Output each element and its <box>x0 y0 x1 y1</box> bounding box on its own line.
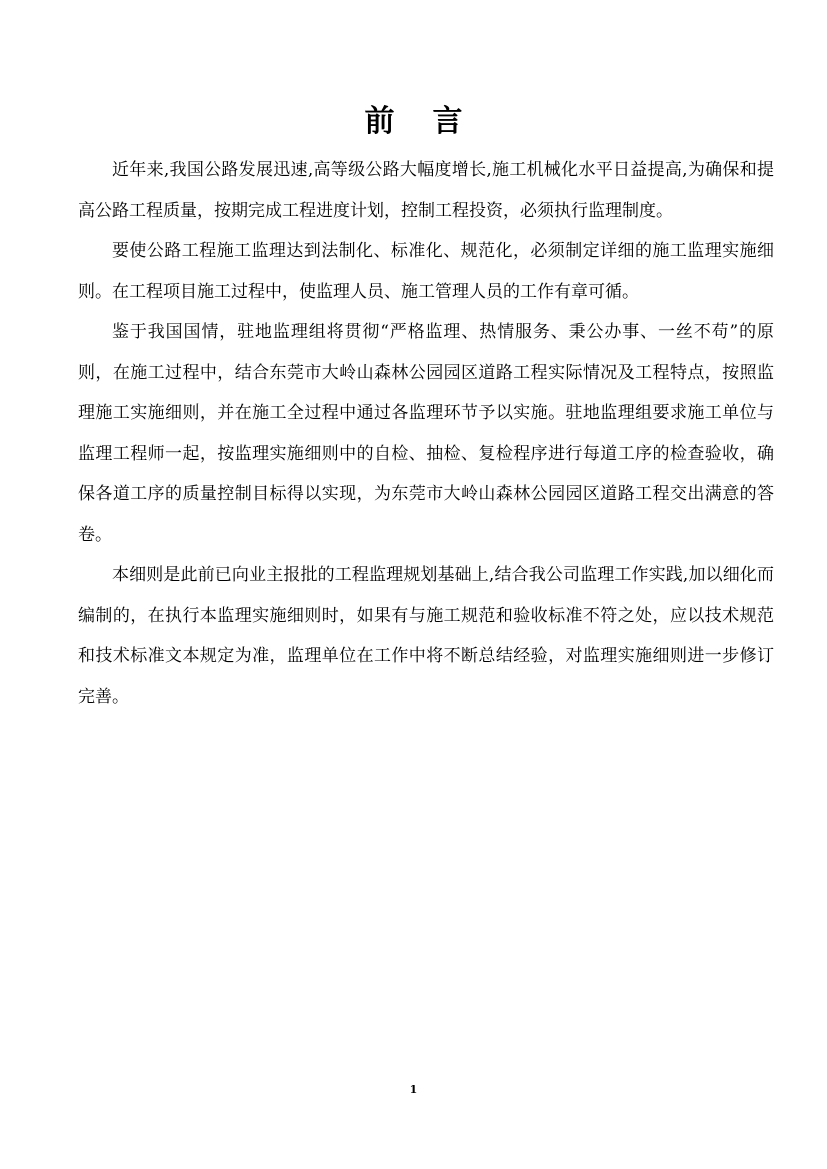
page-number: 1 <box>409 1083 418 1096</box>
body-text <box>78 150 774 717</box>
paragraph-2: 要使公路工程施工监理达到法制化、标准化、规范化，必须制定详细的施工监理实施细则。在工程项目施工过程中，使监理人员、施工管理人员的工作有章可循。 <box>78 241 774 302</box>
paragraph-4: 本细则是此前已向业主报批的工程监理规划基础上,结合我公司监理工作实践,加以细化而编制的，在执行本监理实施细则时，如果有与施工规范和验收标准不符之处，应以技术规范和技术标准文本规定为准，监理单位在工作中将不断总结经验，对监理实施细则进一步修订完善。 <box>78 565 774 707</box>
page-title: 前言 <box>364 104 501 139</box>
paragraph-3: 鉴于我国国情，驻地监理组将贯彻“严格监理、热情服务、秉公办事、一丝不苟”的原则，在施工过程中，结合东莞市大岭山森林公园园区道路工程实际情况及工程特点，按照监理施工实施细则，并在施工全过程中通过各监理环节予以实施。驻地监理组要求施工单位与监理工程师一起，按监理实施细则中的自检、抽检、复检程序进行每道工序的检查验收，确保各道工序的质量控制目标得以实现，为东莞市大岭山森林公园园区道路工程交出满意的答卷。 <box>78 322 774 545</box>
paragraph-1: 近年来,我国公路发展迅速,高等级公路大幅度增长,施工机械化水平日益提高,为确保和提高公路工程质量，按期完成工程进度计划，控制工程投资，必须执行监理制度。 <box>78 160 774 221</box>
